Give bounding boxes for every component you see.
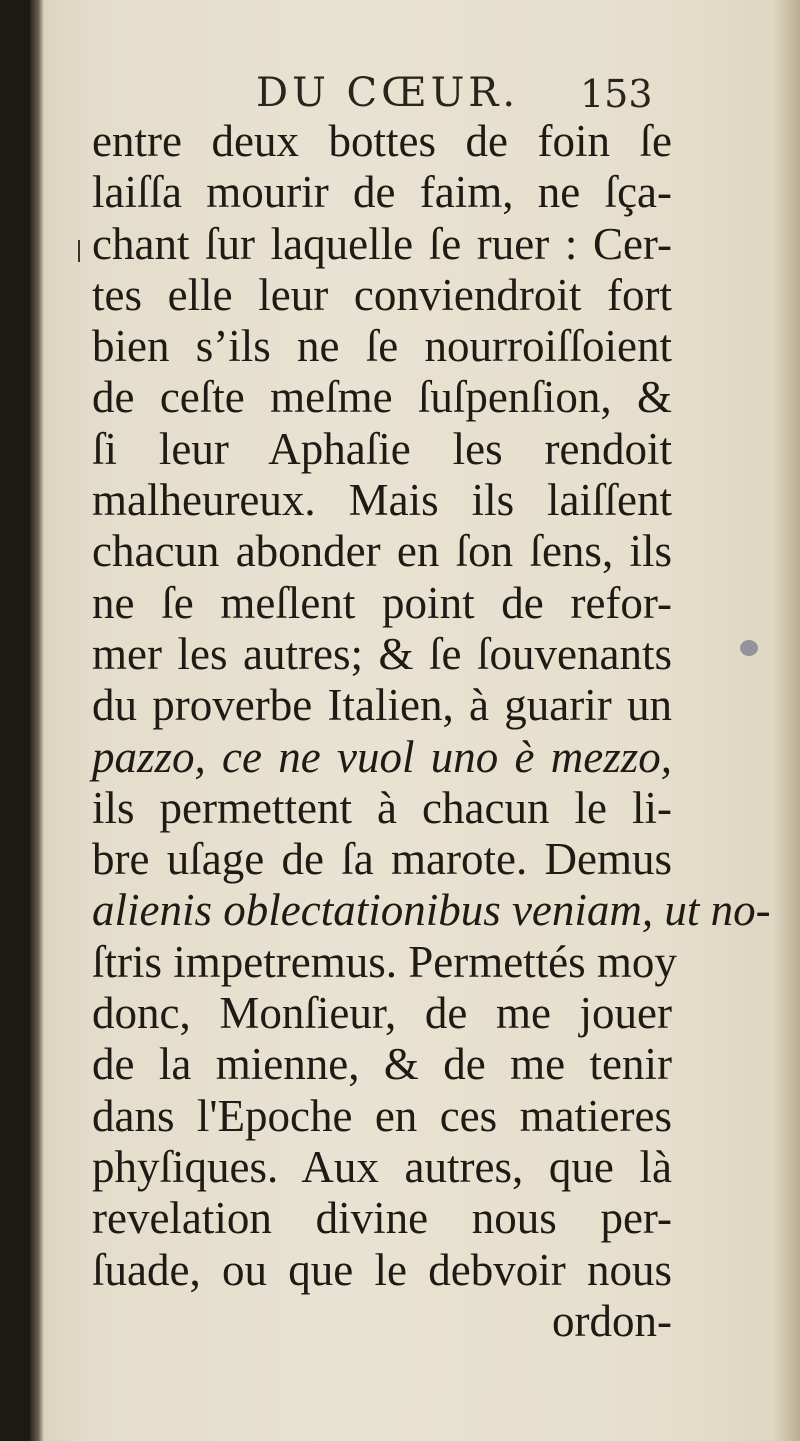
page-number: 153: [580, 72, 653, 116]
book-spine-shadow: [30, 0, 44, 1441]
text-line: ſtris impetremus. Permettés moy: [92, 936, 677, 987]
text-line: de ceſte meſme ſuſpenſion, &: [92, 372, 672, 423]
text-line: phyſiques. Aux autres, que là: [92, 1141, 672, 1192]
text-line: malheureux. Mais ils laiſſent: [92, 475, 672, 526]
text-line: revelation divine nous per-: [92, 1193, 672, 1244]
text-line: bien s’ils ne ſe nourroiſſoient: [92, 321, 672, 372]
text-line: du proverbe Italien, à guarir un: [92, 680, 672, 731]
page-edge: [774, 0, 800, 1441]
text-line: chant ſur laquelle ſe ruer : Cer-: [92, 218, 672, 269]
text-line: entre deux bottes de foin ſe: [92, 116, 672, 166]
text-line: dans l'Epoche en ces matieres: [92, 1090, 672, 1141]
text-line: de la mienne, & de me tenir: [92, 1039, 672, 1090]
text-line: ne ſe meſlent point de refor-: [92, 577, 672, 628]
text-line: tes elle leur conviendroit fort: [92, 269, 672, 320]
text-line: ſuade, ou que le debvoir nous: [92, 1244, 672, 1295]
text-line: pazzo, ce ne vuol uno è mezzo,: [92, 731, 672, 782]
text-line: laiſſa mourir de faim, ne ſça-: [92, 167, 672, 218]
text-line: ordon-: [552, 1295, 672, 1346]
text-line: mer les autres; & ſe ſouvenants: [92, 628, 672, 679]
running-head: DU CŒUR.: [256, 70, 520, 116]
margin-mark: [78, 240, 80, 262]
text-line: chacun abonder en ſon ſens, ils: [92, 526, 672, 577]
body-text: [92, 116, 771, 1347]
ink-blot: [740, 640, 758, 656]
text-line: alienis oblectationibus veniam, ut no-: [92, 885, 771, 936]
text-line: bre uſage de ſa marote. Demus: [92, 834, 672, 885]
text-line: donc, Monſieur, de me jouer: [92, 988, 672, 1039]
text-line: ils permettent à chacun le li-: [92, 782, 672, 833]
text-line: ſi leur Aphaſie les rendoit: [92, 423, 672, 474]
